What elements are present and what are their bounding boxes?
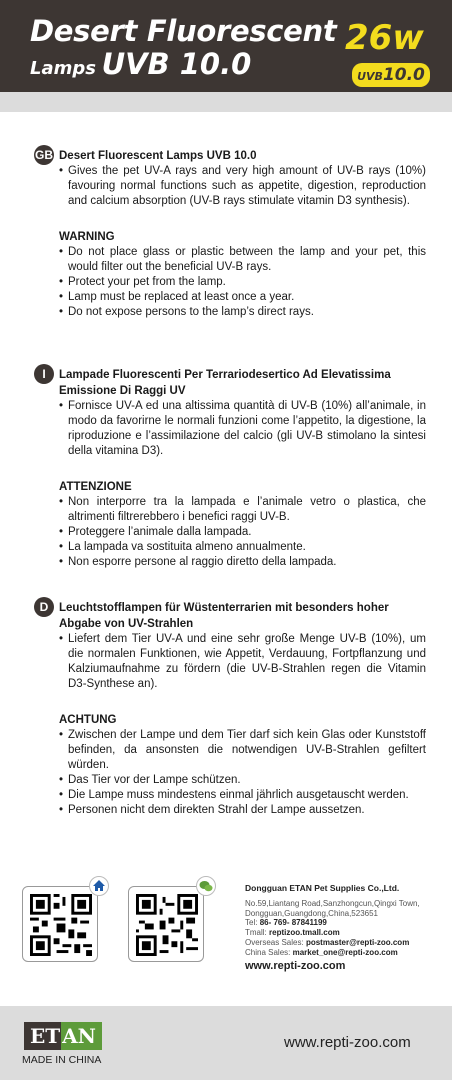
- section-description: [59, 164, 426, 209]
- wechat-icon: [196, 876, 216, 896]
- warning-item: • Do not expose persons to the lamp’s direct rays.: [59, 305, 426, 320]
- qr-pattern: [30, 894, 92, 956]
- made-in-label: MADE IN CHINA: [22, 1054, 102, 1066]
- product-title: Desert Fluorescent: [30, 14, 337, 48]
- language-badge-gb: GB: [34, 145, 54, 165]
- warning-item: • Personen nicht dem direkten Strahl der Lampe aussetzen.: [59, 803, 426, 818]
- warning-item: • Proteggere l’animale dalla lampada.: [59, 525, 426, 540]
- warning-list: [59, 728, 426, 818]
- warning-list: [59, 245, 426, 320]
- description-text: • Fornisce UV-A ed una altissima quantità di UV-B (10%) all’animale, in modo da favorirne le normali funzioni come l’appetito, la digestione, la riproduzione e l’assimilazione del calcio (gli UV-B stimolano la sintesi della vitamina D3).: [59, 399, 426, 459]
- address-line: No.59,Liantang Road,Sanzhongcun,Qingxi Town,: [245, 898, 420, 908]
- warning-item: • Das Tier vor der Lampe schützen.: [59, 773, 426, 788]
- warning-item: • Die Lampe muss mindestens einmal jährlich ausgetauscht werden.: [59, 788, 426, 803]
- company-name: Dongguan ETAN Pet Supplies Co.,Ltd.: [245, 883, 400, 893]
- china-label: China Sales:: [245, 947, 291, 957]
- footer: [0, 1006, 452, 1080]
- warning-item: • Non interporre tra la lampada e l’animale vetro o plastica, che altrimenti filtrerebbero i benefici raggi UV-B.: [59, 495, 426, 525]
- description-text: • Gives the pet UV-A rays and very high amount of UV-B rays (10%) favouring normal functions such as appetite, digestion, reproduction and calcium absorption (UV-B rays stimulate vitamin D3 synthesis).: [59, 164, 426, 209]
- phone-number: 86- 769- 87841199: [259, 918, 327, 928]
- section-italian: [34, 364, 426, 570]
- section-title: Desert Fluorescent Lamps UVB 10.0: [59, 150, 257, 162]
- china-sales-line: [245, 948, 420, 958]
- tmall-label: Tmall:: [245, 928, 267, 938]
- header-banner: [0, 0, 452, 92]
- phone-line: [245, 918, 420, 928]
- warning-list: [59, 495, 426, 570]
- product-subtitle: [30, 47, 251, 81]
- section-german: [34, 597, 426, 818]
- tmall-link[interactable]: reptizoo.tmall.com: [269, 928, 340, 938]
- tmall-line: [245, 928, 420, 938]
- section-description: [59, 399, 426, 459]
- uvb-rating-badge: [352, 63, 430, 87]
- etan-logo: [24, 1022, 102, 1050]
- warning-item: • Non esporre persone al raggio diretto della lampada.: [59, 555, 426, 570]
- section-english: [34, 145, 426, 320]
- logo-text-an: AN: [61, 1022, 102, 1050]
- address-line: Dongguan,Guangdong,China,523651: [245, 908, 379, 918]
- section-title: Leuchtstofflampen für Wüstenterrarien mit besonders hoher Abgabe von UV-Strahlen: [59, 602, 389, 630]
- description-text: • Liefert dem Tier UV-A und eine sehr große Menge UV-B (10%), um die normalen Funktionen, wie Appetit, Verdauung, Fortpflanzung und Kalziumaufnahme zu fördern (die UV-B-Strahlen regen die Vitamin D3-Synthese an).: [59, 632, 426, 692]
- subtitle-lamps: Lamps: [30, 58, 96, 79]
- warning-title: ACHTUNG: [59, 714, 117, 726]
- footer-website-link[interactable]: www.repti-zoo.com: [284, 1034, 411, 1051]
- website-qr-code[interactable]: [22, 886, 98, 962]
- subtitle-uvb: UVB 10.0: [101, 47, 252, 81]
- qr-pattern: [136, 894, 198, 956]
- contact-website[interactable]: www.repti-zoo.com: [245, 959, 346, 972]
- language-badge-d: D: [34, 597, 54, 617]
- warning-title: WARNING: [59, 231, 115, 243]
- china-email[interactable]: market_one@repti-zoo.com: [292, 947, 398, 957]
- warning-item: • Zwischen der Lampe und dem Tier darf sich kein Glas oder Kunststoff befinden, da ansonsten die notwendigen UV-B-Strahlen gefiltert würden.: [59, 728, 426, 773]
- overseas-sales-line: [245, 938, 420, 948]
- overseas-email[interactable]: postmaster@repti-zoo.com: [305, 937, 410, 947]
- warning-item: • La lampada va sostituita almeno annualmente.: [59, 540, 426, 555]
- warning-item: • Protect your pet from the lamp.: [59, 275, 426, 290]
- wechat-qr-code[interactable]: [128, 886, 204, 962]
- section-description: [59, 632, 426, 692]
- wattage-label: 26w: [345, 18, 424, 58]
- home-icon: [89, 876, 109, 896]
- phone-label: Tel:: [245, 918, 258, 928]
- warning-item: • Lamp must be replaced at least once a year.: [59, 290, 426, 305]
- warning-title: ATTENZIONE: [59, 481, 132, 493]
- uvb-badge-label: UVB: [357, 70, 383, 83]
- language-badge-i: I: [34, 364, 54, 384]
- contact-info: [245, 884, 420, 971]
- section-title: Lampade Fluorescenti Per Terrariodesertico Ad Elevatissima Emissione Di Raggi UV: [59, 369, 391, 397]
- overseas-label: Overseas Sales:: [245, 937, 304, 947]
- logo-text-et: ET: [24, 1022, 61, 1050]
- uvb-badge-value: 10.0: [382, 65, 425, 85]
- warning-item: • Do not place glass or plastic between the lamp and your pet, this would filter out the beneficial UV-B rays.: [59, 245, 426, 275]
